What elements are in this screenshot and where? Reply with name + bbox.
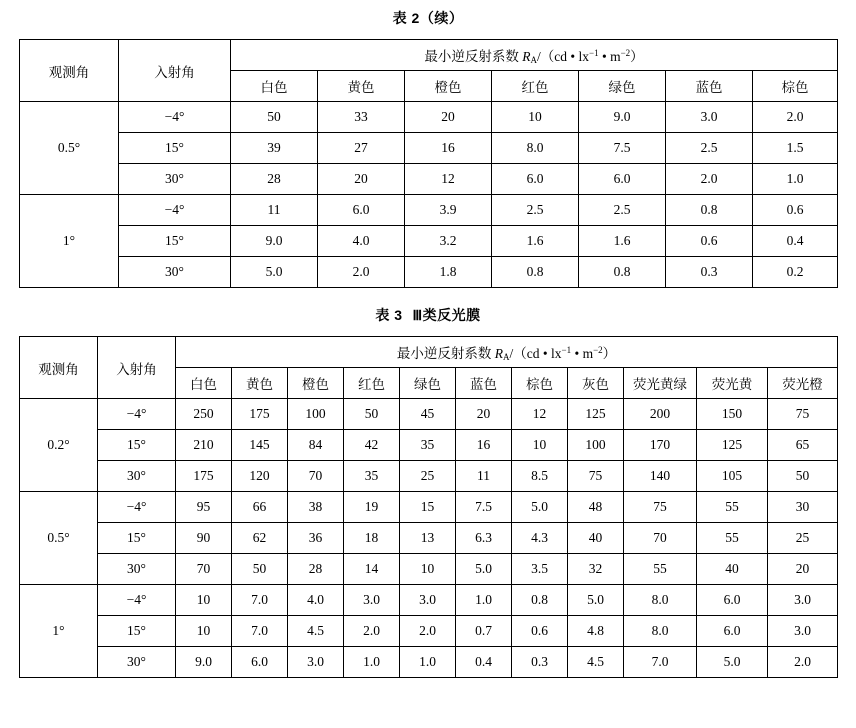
table3-cell: 7.0 — [232, 585, 288, 616]
table2-cell: 6.0 — [579, 164, 666, 195]
table3-cell: 4.0 — [288, 585, 344, 616]
table2-cell: 11 — [231, 195, 318, 226]
table-row — [20, 461, 838, 492]
table3-color-header: 荧光橙 — [768, 368, 838, 399]
table3-cell: 1.0 — [400, 647, 456, 678]
table2-cell: 1.8 — [405, 257, 492, 288]
table-row — [20, 257, 838, 288]
table-row — [20, 554, 838, 585]
table2-cell: 5.0 — [231, 257, 318, 288]
table3-cell: 10 — [512, 430, 568, 461]
table3-cell: 10 — [400, 554, 456, 585]
table3-cell: 0.8 — [512, 585, 568, 616]
table3-cell: 8.0 — [624, 585, 697, 616]
table3-cell: 100 — [568, 430, 624, 461]
table2-cell: 9.0 — [579, 102, 666, 133]
table2-cell: 0.2 — [753, 257, 838, 288]
table3-entrance-angle: −4° — [98, 399, 176, 430]
table3-color-header: 棕色 — [512, 368, 568, 399]
table2-cell: 3.9 — [405, 195, 492, 226]
table2-cell: 6.0 — [492, 164, 579, 195]
table3-cell: 0.6 — [512, 616, 568, 647]
table2-cell: 1.6 — [579, 226, 666, 257]
table3-cell: 250 — [176, 399, 232, 430]
table3-cell: 3.0 — [768, 585, 838, 616]
table3-entrance-angle: 30° — [98, 647, 176, 678]
table3-coef-symbol-sub: A — [503, 352, 510, 362]
table3-cell: 4.8 — [568, 616, 624, 647]
table3-cell: 42 — [344, 430, 400, 461]
table3-header-coefficient — [176, 337, 838, 368]
table3-color-header: 橙色 — [288, 368, 344, 399]
table2-cell: 1.0 — [753, 164, 838, 195]
table2-cell: 20 — [405, 102, 492, 133]
table3-cell: 1.0 — [344, 647, 400, 678]
table3-cell: 32 — [568, 554, 624, 585]
table3-cell: 7.0 — [232, 616, 288, 647]
table3-cell: 3.0 — [768, 616, 838, 647]
table3-color-header: 黄色 — [232, 368, 288, 399]
table3-header-observation: 观测角 — [20, 337, 98, 399]
table-row — [20, 102, 838, 133]
table2-cell: 10 — [492, 102, 579, 133]
table3-cell: 4.3 — [512, 523, 568, 554]
table2-cell: 28 — [231, 164, 318, 195]
table3-cell: 30 — [768, 492, 838, 523]
table-row — [20, 133, 838, 164]
table3-cell: 8.0 — [624, 616, 697, 647]
table2-cell: 6.0 — [318, 195, 405, 226]
table3-cell: 1.0 — [456, 585, 512, 616]
table3-cell: 5.0 — [512, 492, 568, 523]
table2-group-observation: 1° — [20, 195, 119, 288]
table2-cell: 3.2 — [405, 226, 492, 257]
table3-coef-units-sup2: −2 — [593, 345, 603, 355]
table3-cell: 3.0 — [288, 647, 344, 678]
table3-cell: 66 — [232, 492, 288, 523]
table3-cell: 20 — [768, 554, 838, 585]
table2-coef-prefix: 最小逆反射系数 — [424, 49, 523, 64]
table3-cell: 38 — [288, 492, 344, 523]
table3-cell: 3.0 — [400, 585, 456, 616]
table3-cell: 95 — [176, 492, 232, 523]
table3-color-header: 绿色 — [400, 368, 456, 399]
table3-cell: 210 — [176, 430, 232, 461]
table3-cell: 35 — [400, 430, 456, 461]
table3-cell: 6.0 — [697, 585, 768, 616]
table3-cell: 55 — [624, 554, 697, 585]
table2-cell: 20 — [318, 164, 405, 195]
table3-cell: 62 — [232, 523, 288, 554]
table3-color-header: 荧光黄 — [697, 368, 768, 399]
table-row — [20, 399, 838, 430]
table3-cell: 2.0 — [400, 616, 456, 647]
table2-entrance-angle: −4° — [119, 102, 231, 133]
table3-cell: 70 — [288, 461, 344, 492]
table3-cell: 75 — [768, 399, 838, 430]
table3-entrance-angle: −4° — [98, 492, 176, 523]
table3-cell: 125 — [697, 430, 768, 461]
table2-cell: 1.6 — [492, 226, 579, 257]
table2-cell: 0.3 — [666, 257, 753, 288]
table3-cell: 84 — [288, 430, 344, 461]
table3-cell: 8.5 — [512, 461, 568, 492]
table2-entrance-angle: 15° — [119, 133, 231, 164]
table-row — [20, 492, 838, 523]
table3-cell: 70 — [624, 523, 697, 554]
table3-cell: 150 — [697, 399, 768, 430]
table2-color-header: 黄色 — [318, 71, 405, 102]
table2-header-observation: 观测角 — [20, 40, 119, 102]
table2-cell: 7.5 — [579, 133, 666, 164]
table3-cell: 170 — [624, 430, 697, 461]
table2-entrance-angle: 30° — [119, 257, 231, 288]
table3-entrance-angle: 30° — [98, 554, 176, 585]
table3-color-header: 蓝色 — [456, 368, 512, 399]
table3-entrance-angle: 15° — [98, 430, 176, 461]
table2-cell: 16 — [405, 133, 492, 164]
table3-coef-units: /（cd • lx — [509, 346, 562, 361]
table3-cell: 75 — [624, 492, 697, 523]
table2-coef-units2: • m — [598, 49, 621, 64]
table3-entrance-angle: 30° — [98, 461, 176, 492]
table3-cell: 2.0 — [768, 647, 838, 678]
table3-caption — [0, 305, 856, 325]
table2-cell: 27 — [318, 133, 405, 164]
table3-cell: 20 — [456, 399, 512, 430]
table3-cell: 0.3 — [512, 647, 568, 678]
table2-cell: 0.8 — [666, 195, 753, 226]
table2-color-header: 棕色 — [753, 71, 838, 102]
table3-cell: 12 — [512, 399, 568, 430]
table3-cell: 40 — [568, 523, 624, 554]
table3-cell: 70 — [176, 554, 232, 585]
table2-color-header: 橙色 — [405, 71, 492, 102]
table3-cell: 0.4 — [456, 647, 512, 678]
table3-cell: 9.0 — [176, 647, 232, 678]
table3-cell: 5.0 — [456, 554, 512, 585]
table-row — [20, 647, 838, 678]
table3-cell: 120 — [232, 461, 288, 492]
table2-coef-units-sup2: −2 — [620, 48, 631, 58]
table3-cell: 2.0 — [344, 616, 400, 647]
table3-cell: 140 — [624, 461, 697, 492]
table3-cell: 7.0 — [624, 647, 697, 678]
table3-group-observation: 0.5° — [20, 492, 98, 585]
table3-cell: 175 — [176, 461, 232, 492]
table3-cell: 25 — [768, 523, 838, 554]
table3-cell: 200 — [624, 399, 697, 430]
table3-cell: 45 — [400, 399, 456, 430]
table3-cell: 40 — [697, 554, 768, 585]
table2 — [19, 39, 838, 288]
table-row — [20, 616, 838, 647]
table-row — [20, 523, 838, 554]
table3-cell: 145 — [232, 430, 288, 461]
table3-caption-title: Ⅲ类反光膜 — [412, 307, 481, 323]
table2-coef-units-close: ） — [630, 49, 644, 64]
table2-cell: 2.0 — [753, 102, 838, 133]
table3-cell: 36 — [288, 523, 344, 554]
table3-cell: 35 — [344, 461, 400, 492]
table3-color-header: 红色 — [344, 368, 400, 399]
table3-cell: 13 — [400, 523, 456, 554]
table3-cell: 5.0 — [568, 585, 624, 616]
table3-cell: 125 — [568, 399, 624, 430]
table-row — [20, 430, 838, 461]
table-row — [20, 164, 838, 195]
table3-cell: 4.5 — [288, 616, 344, 647]
table2-cell: 2.0 — [666, 164, 753, 195]
table2-cell: 0.8 — [492, 257, 579, 288]
table3-entrance-angle: −4° — [98, 585, 176, 616]
table3-cell: 15 — [400, 492, 456, 523]
table3-cell: 50 — [768, 461, 838, 492]
table3-cell: 105 — [697, 461, 768, 492]
table3-cell: 6.0 — [697, 616, 768, 647]
table2-group-observation: 0.5° — [20, 102, 119, 195]
table3-group-observation: 1° — [20, 585, 98, 678]
table2-cell: 3.0 — [666, 102, 753, 133]
table3-cell: 10 — [176, 616, 232, 647]
table2-color-header: 绿色 — [579, 71, 666, 102]
table2-header-coefficient — [231, 40, 838, 71]
table3-cell: 50 — [344, 399, 400, 430]
table2-header-entrance: 入射角 — [119, 40, 231, 102]
table3-cell: 3.0 — [344, 585, 400, 616]
table3-cell: 4.5 — [568, 647, 624, 678]
table3-coef-units-close: ） — [602, 346, 617, 361]
table2-cell: 0.6 — [666, 226, 753, 257]
table2-cell: 9.0 — [231, 226, 318, 257]
table2-coef-symbol: R — [522, 49, 531, 64]
table2-cell: 12 — [405, 164, 492, 195]
table3-cell: 6.0 — [232, 647, 288, 678]
table3-header-entrance: 入射角 — [98, 337, 176, 399]
table2-cell: 2.5 — [579, 195, 666, 226]
table2-coef-units-sup: −1 — [589, 48, 599, 58]
table2-cell: 0.6 — [753, 195, 838, 226]
table3-color-header: 白色 — [176, 368, 232, 399]
table3-cell: 28 — [288, 554, 344, 585]
table-row — [20, 585, 838, 616]
table2-entrance-angle: 30° — [119, 164, 231, 195]
table3-cell: 11 — [456, 461, 512, 492]
table2-cell: 0.4 — [753, 226, 838, 257]
table3-cell: 14 — [344, 554, 400, 585]
table2-cell: 0.8 — [579, 257, 666, 288]
table3-cell: 7.5 — [456, 492, 512, 523]
table2-entrance-angle: 15° — [119, 226, 231, 257]
table-row — [20, 195, 838, 226]
table2-color-header: 白色 — [231, 71, 318, 102]
table3-cell: 16 — [456, 430, 512, 461]
table2-entrance-angle: −4° — [119, 195, 231, 226]
table3 — [19, 336, 838, 678]
table3-coef-symbol: R — [494, 346, 504, 361]
table2-coef-symbol-sub: A — [530, 55, 538, 65]
table2-cell: 2.0 — [318, 257, 405, 288]
table2-cell: 33 — [318, 102, 405, 133]
table3-group-observation: 0.2° — [20, 399, 98, 492]
table3-coef-units2: • m — [571, 346, 594, 361]
table3-cell: 5.0 — [697, 647, 768, 678]
table-row — [20, 226, 838, 257]
table3-cell: 55 — [697, 492, 768, 523]
table3-entrance-angle: 15° — [98, 616, 176, 647]
table3-cell: 0.7 — [456, 616, 512, 647]
table3-cell: 25 — [400, 461, 456, 492]
table2-cell: 2.5 — [492, 195, 579, 226]
table3-cell: 100 — [288, 399, 344, 430]
table3-color-header: 灰色 — [568, 368, 624, 399]
table2-coef-units: /（cd • lx — [537, 49, 590, 64]
table3-cell: 75 — [568, 461, 624, 492]
table2-cell: 50 — [231, 102, 318, 133]
table3-cell: 175 — [232, 399, 288, 430]
table3-coef-units-sup: −1 — [561, 345, 572, 355]
table2-cell: 8.0 — [492, 133, 579, 164]
table3-cell: 6.3 — [456, 523, 512, 554]
table3-caption-number: 表 3 — [375, 307, 403, 323]
table2-cell: 4.0 — [318, 226, 405, 257]
table3-cell: 19 — [344, 492, 400, 523]
table2-caption: 表 2（续） — [392, 10, 464, 26]
table3-cell: 10 — [176, 585, 232, 616]
table2-cell: 39 — [231, 133, 318, 164]
table3-entrance-angle: 15° — [98, 523, 176, 554]
table3-cell: 18 — [344, 523, 400, 554]
table3-cell: 65 — [768, 430, 838, 461]
table2-color-header: 蓝色 — [666, 71, 753, 102]
table3-color-header: 荧光黄绿 — [624, 368, 697, 399]
table3-cell: 48 — [568, 492, 624, 523]
table3-cell: 50 — [232, 554, 288, 585]
table3-cell: 55 — [697, 523, 768, 554]
table2-color-header: 红色 — [492, 71, 579, 102]
table2-cell: 2.5 — [666, 133, 753, 164]
table3-cell: 3.5 — [512, 554, 568, 585]
table2-cell: 1.5 — [753, 133, 838, 164]
table3-cell: 90 — [176, 523, 232, 554]
table3-coef-prefix: 最小逆反射系数 — [396, 346, 495, 361]
